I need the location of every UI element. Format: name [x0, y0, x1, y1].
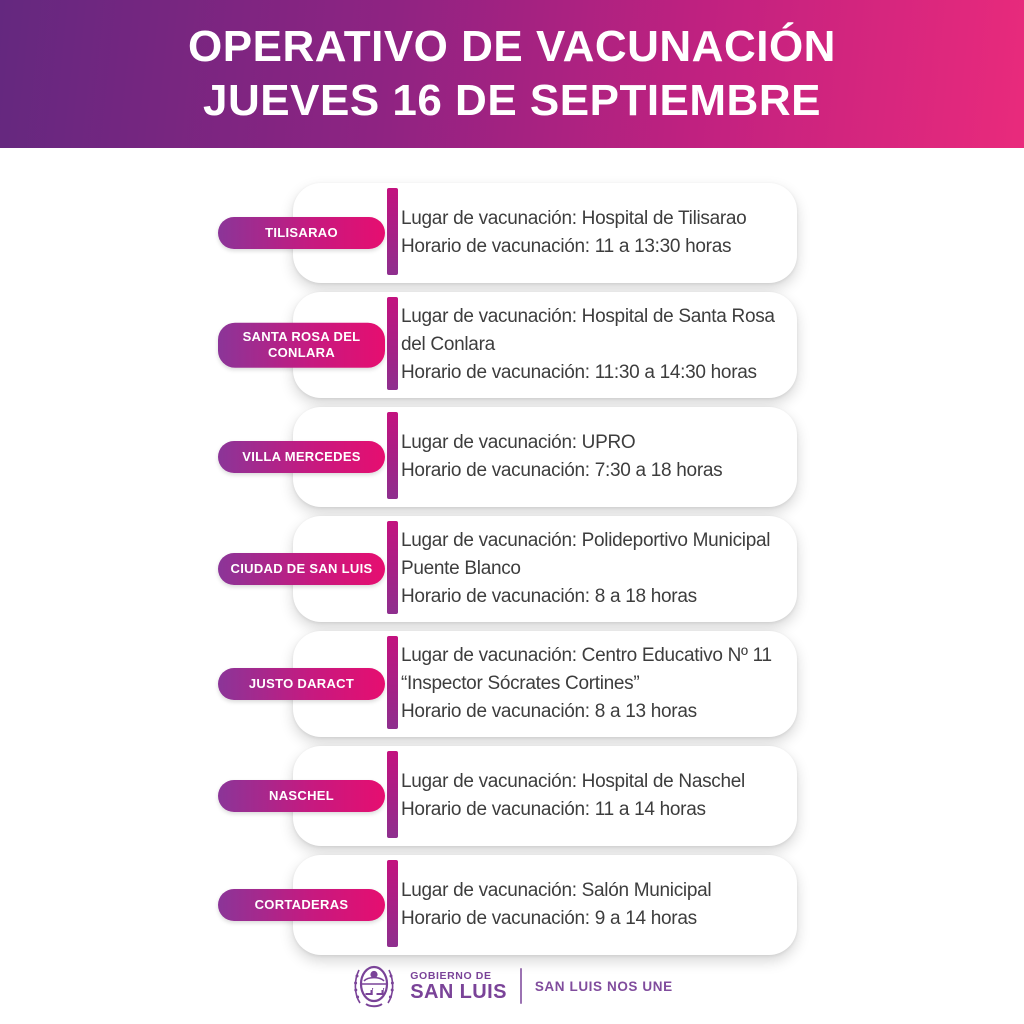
accent-bar: [387, 751, 398, 838]
city-badge-cortaderas: [218, 889, 385, 921]
horario-text: Horario de vacunación: 11 a 13:30 horas: [401, 236, 732, 257]
accent-bar: [387, 636, 398, 729]
schedule-list: [218, 183, 798, 964]
city-badge-villa-mercedes: [218, 441, 385, 473]
horario-text: Horario de vacunación: 8 a 18 horas: [401, 586, 697, 607]
city-badge-label: JUSTO DARACT: [248, 675, 355, 691]
city-badge-ciudad-de-san-luis: [218, 553, 385, 585]
row-ciudad-de-san-luis: [218, 516, 798, 622]
san-luis-label: SAN LUIS: [410, 980, 507, 1003]
footer-tagline: SAN LUIS NOS UNE: [534, 978, 673, 994]
accent-bar: [387, 860, 398, 947]
row-naschel: [218, 746, 798, 846]
city-badge-label: CORTADERAS: [254, 896, 349, 912]
row-cortaderas: [218, 855, 798, 955]
accent-bar: [387, 412, 398, 499]
poster-header: [0, 0, 1024, 148]
city-badge-label: VILLA MERCEDES: [242, 448, 361, 464]
lugar-text: Lugar de vacunación: Hospital de Santa Rosa del Conlara: [401, 306, 775, 355]
gobierno-de-label: GOBIERNO DE: [410, 969, 492, 982]
horario-text: Horario de vacunación: 11 a 14 horas: [401, 799, 706, 820]
poster-title: OPERATIVO DE VACUNACIÓN: [188, 22, 836, 71]
city-badge-label: CIUDAD DE SAN LUIS: [230, 560, 373, 576]
lugar-text: Lugar de vacunación: UPRO: [401, 432, 636, 453]
accent-bar: [387, 297, 398, 390]
city-badge-naschel: [218, 780, 385, 812]
footer: [0, 960, 1024, 1012]
lugar-text: Lugar de vacunación: Hospital de Naschel: [401, 771, 745, 792]
san-luis-emblem-icon: [351, 960, 397, 1012]
city-badge-label: NASCHEL: [269, 787, 334, 803]
city-badge-label: TILISARAO: [265, 224, 338, 240]
accent-bar: [387, 188, 398, 275]
poster-date: JUEVES 16 DE SEPTIEMBRE: [203, 76, 821, 125]
city-badge-santa-rosa-del-conlara: [218, 323, 385, 368]
lugar-text: Lugar de vacunación: Salón Municipal: [401, 880, 712, 901]
lugar-text: Lugar de vacunación: Polideportivo Municipal Puente Blanco: [401, 530, 771, 579]
row-villa-mercedes: [218, 407, 798, 507]
row-tilisarao: [218, 183, 798, 283]
city-badge-justo-daract: [218, 668, 385, 700]
horario-text: Horario de vacunación: 11:30 a 14:30 horas: [401, 362, 757, 383]
lugar-text: Lugar de vacunación: Centro Educativo Nº 11 “Inspector Sócrates Cortines”: [401, 645, 772, 694]
city-badge-tilisarao: [218, 217, 385, 249]
horario-text: Horario de vacunación: 9 a 14 horas: [401, 908, 697, 929]
lugar-text: Lugar de vacunación: Hospital de Tilisarao: [401, 208, 747, 229]
row-justo-daract: [218, 631, 798, 737]
horario-text: Horario de vacunación: 7:30 a 18 horas: [401, 460, 723, 481]
row-santa-rosa-del-conlara: [218, 292, 798, 398]
government-logo-text: [410, 970, 507, 1003]
city-badge-label: SANTA ROSA DEL CONLARA: [242, 328, 361, 360]
horario-text: Horario de vacunación: 8 a 13 horas: [401, 701, 697, 722]
footer-divider: [520, 968, 522, 1004]
accent-bar: [387, 521, 398, 614]
